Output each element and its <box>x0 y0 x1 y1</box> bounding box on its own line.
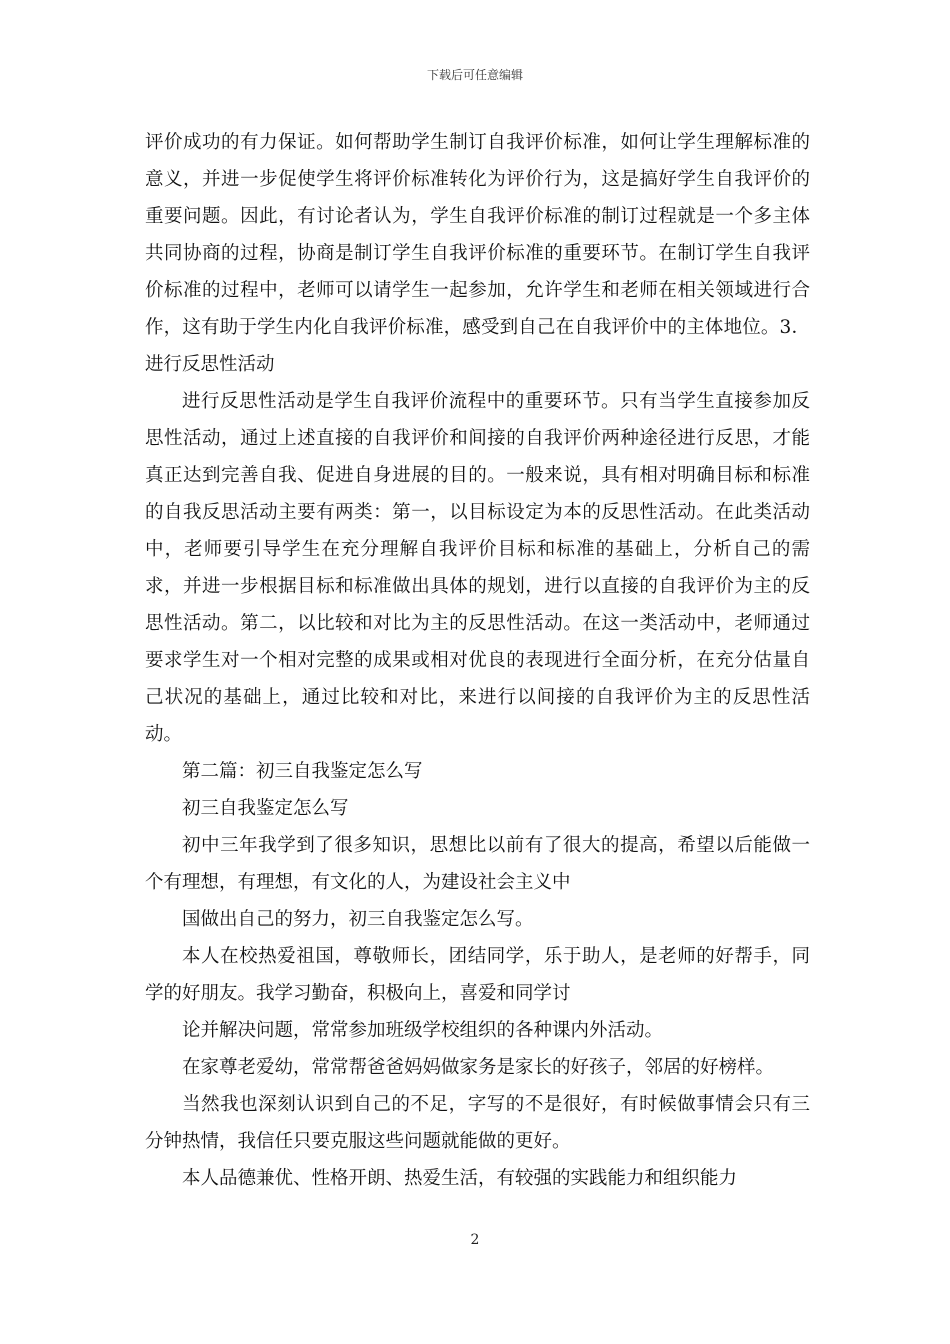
paragraph-6: 国做出自己的努力，初三自我鉴定怎么写。 <box>182 909 534 930</box>
paragraph-7: 本人在校热爱祖国，尊敬师长，团结同学，乐于助人，是老师的好帮手，同学的好朋友。我学习勤奋，积极向上，喜爱和同学讨 <box>145 946 810 1004</box>
article-title: 初三自我鉴定怎么写 <box>182 798 349 819</box>
page-number: 2 <box>470 1232 480 1248</box>
paragraph-9: 在家尊老爱幼，常常帮爸爸妈妈做家务是家长的好孩子，邻居的好榜样。 <box>182 1057 775 1078</box>
paragraph-2: 进行反思性活动是学生自我评价流程中的重要环节。只有当学生直接参加反思性活动，通过上述直接的自我评价和间接的自我评价两种途径进行反思，才能真正达到完善自我、促进自身进展的目的。一般来说，具有相对明确目标和标准的自我反思活动主要有两类：第一，以目标设定为本的反思性活动。在此类活动中，老师要引导学生在充分理解自我评价目标和标准的基础上，分析自己的需求，并进一步根据目标和标准做出具体的规划，进行以直接的自我评价为主的反思性活动。第二，以比较和对比为主的反思性活动。在这一类活动中，老师通过要求学生对一个相对完整的成果或相对优良的表现进行全面分析，在充分估量自己状况的基础上，通过比较和对比，来进行以间接的自我评价为主的反思性活动。 <box>145 391 810 745</box>
document-body <box>145 124 810 1197</box>
section-title: 第二篇：初三自我鉴定怎么写 <box>182 761 423 782</box>
paragraph-10: 当然我也深刻认识到自己的不足，字写的不是很好，有时候做事情会只有三分钟热情，我信任只要克服这些问题就能做的更好。 <box>145 1094 810 1152</box>
paragraph-5: 初中三年我学到了很多知识，思想比以前有了很大的提高，希望以后能做一个有理想，有理想，有文化的人，为建设社会主义中 <box>145 835 810 893</box>
page-header: 下载后可任意编辑 <box>426 68 523 82</box>
paragraph-1: 评价成功的有力保证。如何帮助学生制订自我评价标准，如何让学生理解标准的意义，并进一步促使学生将评价标准转化为评价行为，这是搞好学生自我评价的重要问题。因此，有讨论者认为，学生自我评价标准的制订过程就是一个多主体共同协商的过程，协商是制订学生自我评价标准的重要环节。在制订学生自我评价标准的过程中，老师可以请学生一起参加，允许学生和老师在相关领域进行合作，这有助于学生内化自我评价标准，感受到自己在自我评价中的主体地位。3．进行反思性活动 <box>145 132 810 375</box>
paragraph-8: 论并解决问题，常常参加班级学校组织的各种课内外活动。 <box>182 1020 664 1041</box>
paragraph-11: 本人品德兼优、性格开朗、热爱生活，有较强的实践能力和组织能力 <box>182 1168 738 1189</box>
